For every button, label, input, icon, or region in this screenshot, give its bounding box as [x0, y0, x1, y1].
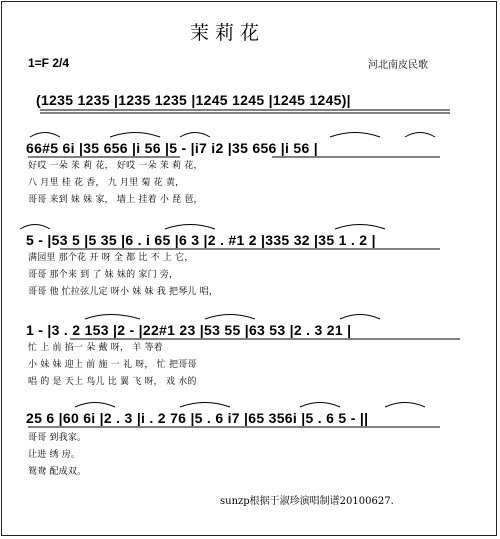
lyric-line-1-verse-3: 哥哥 来到 妹 妹 家， 墙上 挂着 小 琵 琶， [28, 195, 203, 205]
lyric-line-3-verse-3: 唱 的 是 天上 鸟儿 比 翼 飞 呀， 戏 水的 [28, 377, 197, 387]
lyric-line-4-verse-1: 哥哥 到我家。 [28, 433, 87, 443]
credit-line: sunzp根据于淑珍演唱制谱20100627. [220, 496, 394, 507]
slur-4c [300, 403, 340, 408]
source-note: 河北南皮民歌 [368, 60, 428, 71]
notation-line-1: 66#5 6i |35 656 |i 56 |5 - |i7 i2 |35 656 |i 56 | [26, 140, 318, 156]
slur-4b [180, 403, 230, 408]
intro-line: (1235 1235 |1235 1235 |1245 1245 |1245 1245)| [36, 92, 351, 108]
slur-3b [205, 315, 255, 320]
song-title: 茉莉花 [190, 22, 266, 44]
slur-3a [85, 315, 140, 320]
lyric-line-2-verse-3: 哥哥 他 忙拉弦儿定 呀小 妹 妹 我 把琴儿 唱， [28, 287, 219, 297]
notation-line-3: 1 - |3 . 2 153 |2 - |22#1 23 |53 55 |63 53 |2 . 3 21 | [26, 322, 352, 338]
slur-4d [385, 403, 425, 408]
slur-1d [330, 133, 380, 138]
slur-2b [165, 225, 215, 230]
slur-2c [335, 225, 385, 230]
lyric-line-4-verse-3: 鸳鸯 配成双。 [28, 467, 87, 477]
lyric-line-3-verse-2: 小 妹 妹 迎上 前 施 一 礼 呀， 忙 把哥哥 [28, 360, 197, 370]
notation-line-2: 5 - |53 5 |5 35 |6 . i 65 |6 3 |2 . #1 2 |335 32 |35 1 . 2 | [26, 232, 376, 248]
slur-4a [75, 403, 115, 408]
slur-3c [340, 315, 380, 320]
slur-2a [20, 225, 50, 230]
slur-1c [180, 133, 210, 138]
slur-1e [405, 133, 435, 138]
lyric-line-4-verse-2: 让进 绣 房。 [28, 450, 81, 460]
slur-1b [110, 133, 160, 138]
lyric-line-2-verse-1: 满园里 那个花 开 呀 全 都 比 不 上 它， [28, 253, 194, 263]
slur-1a [30, 133, 60, 138]
lyric-line-3-verse-1: 忙 上 前 掐一 朵 戴 呀， 羊 等着 [28, 343, 163, 353]
lyric-line-1-verse-2: 八 月里 桂 花 香， 九 月里 菊 花 黄， [28, 178, 185, 188]
lyric-line-1-verse-1: 好哎 一朵 茉 莉 花， 好哎 一朵 茉 莉 花， [28, 161, 203, 171]
notation-line-4: 25 6 |60 6i |2 . 3 |i . 2 76 |5 . 6 i7 |65 356i |5 . 6 5 - || [26, 410, 369, 426]
key-signature: 1=F 2/4 [28, 56, 70, 70]
lyric-line-2-verse-2: 哥哥 那个来 到 了 妹 妹的 家门 旁， [28, 270, 179, 280]
